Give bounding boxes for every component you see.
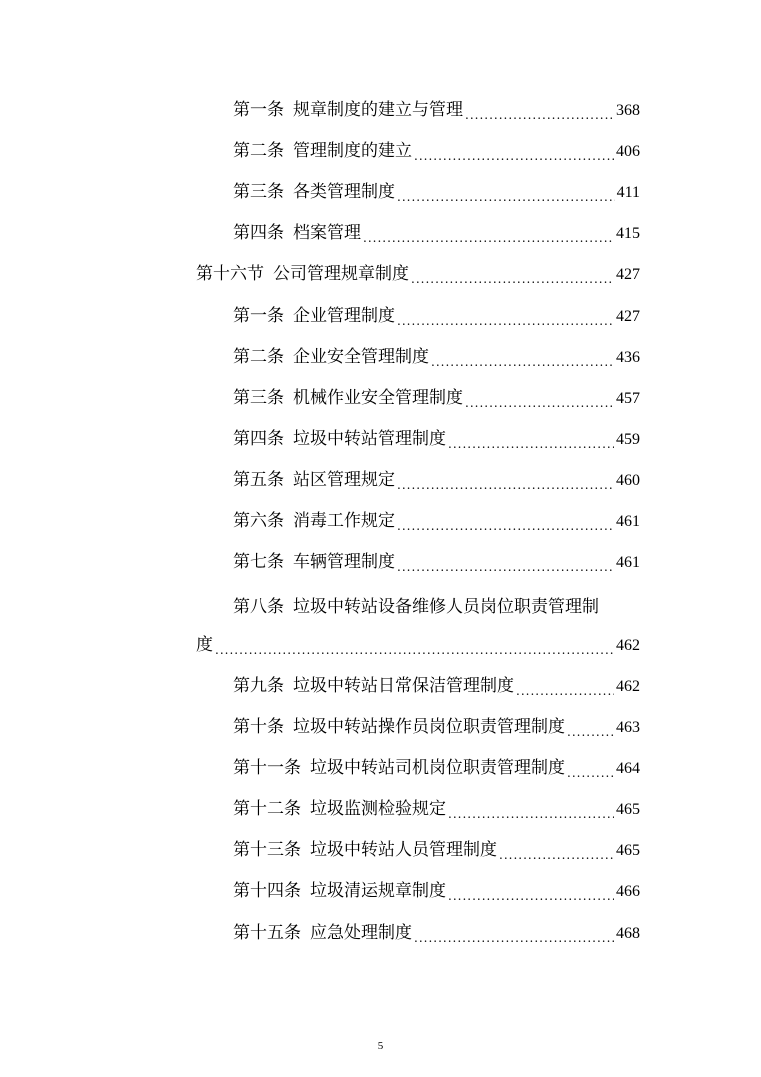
toc-entry[interactable] xyxy=(233,172,640,213)
dot-leader xyxy=(397,520,614,532)
toc-entry-page: 464 xyxy=(616,759,640,777)
toc-entry-title: 应急处理制度 xyxy=(310,923,412,943)
toc-entry-number: 第一条 xyxy=(233,100,284,120)
toc-entry-number: 第三条 xyxy=(233,182,284,202)
toc-entry-title: 消毒工作规定 xyxy=(293,511,395,531)
toc-entry-title: 管理制度的建立 xyxy=(293,141,412,161)
toc-entry[interactable] xyxy=(233,707,640,748)
toc-entry-title: 垃圾中转站管理制度 xyxy=(293,429,446,449)
toc-entry-title: 企业安全管理制度 xyxy=(293,347,429,367)
toc-entry-page: 436 xyxy=(616,348,640,366)
toc-entry-page: 415 xyxy=(616,224,640,242)
dot-leader xyxy=(397,561,614,573)
toc-entry-page: 461 xyxy=(616,553,640,571)
toc-entry-number: 第六条 xyxy=(233,511,284,531)
toc-entry[interactable] xyxy=(233,296,640,337)
toc-entry-page: 406 xyxy=(616,142,640,160)
toc-entry-title: 企业管理制度 xyxy=(293,306,395,326)
toc-entry[interactable] xyxy=(233,501,640,542)
dot-leader xyxy=(465,397,614,409)
dot-leader xyxy=(411,273,614,285)
toc-entry-title: 各类管理制度 xyxy=(293,182,395,202)
toc-section-entry[interactable] xyxy=(196,254,640,295)
toc-entry-page: 462 xyxy=(616,677,640,695)
toc-entry-title: 垃圾监测检验规定 xyxy=(310,799,446,819)
toc-entry-page: 465 xyxy=(616,800,640,818)
toc-entry-number: 第二条 xyxy=(233,141,284,161)
toc-entry[interactable] xyxy=(233,460,640,501)
toc-entry-title: 车辆管理制度 xyxy=(293,552,395,572)
toc-entry-page: 368 xyxy=(616,101,640,119)
toc-entry-number: 第二条 xyxy=(233,347,284,367)
toc-entry-title: 规章制度的建立与管理 xyxy=(293,100,463,120)
toc-entry-page: 463 xyxy=(616,718,640,736)
dot-leader xyxy=(567,726,614,738)
dot-leader xyxy=(499,849,614,861)
toc-entry-number: 第四条 xyxy=(233,429,284,449)
toc-entry-page: 411 xyxy=(616,183,640,201)
toc-entry-number: 第八条 xyxy=(233,597,284,617)
toc-entry[interactable] xyxy=(233,90,640,131)
toc-entry-page: 468 xyxy=(616,924,640,942)
toc-entry-number: 第十三条 xyxy=(233,840,301,860)
toc-entry[interactable] xyxy=(233,378,640,419)
toc-entry-page: 460 xyxy=(616,471,640,489)
dot-leader xyxy=(431,356,614,368)
toc-entry[interactable] xyxy=(233,789,640,830)
toc-entry-title: 档案管理 xyxy=(293,223,361,243)
dot-leader xyxy=(414,150,614,162)
toc-entry[interactable] xyxy=(233,213,640,254)
dot-leader xyxy=(215,644,614,656)
toc-entry-title: 垃圾中转站司机岗位职责管理制度 xyxy=(310,758,565,778)
toc-entry-page: 465 xyxy=(616,841,640,859)
toc-entry-number: 第十一条 xyxy=(233,758,301,778)
toc-entry-page: 427 xyxy=(616,307,640,325)
toc-entry-title: 垃圾清运规章制度 xyxy=(310,881,446,901)
toc-entry-number: 第十二条 xyxy=(233,799,301,819)
toc-entry-number: 第一条 xyxy=(233,306,284,326)
toc-entry-title: 垃圾中转站操作员岗位职责管理制度 xyxy=(293,717,565,737)
toc-entry-page: 466 xyxy=(616,882,640,900)
toc-entry[interactable] xyxy=(233,419,640,460)
dot-leader xyxy=(448,890,614,902)
toc-entry-page: 462 xyxy=(616,636,640,654)
dot-leader xyxy=(516,685,614,697)
toc-entry-number: 第三条 xyxy=(233,388,284,408)
dot-leader xyxy=(397,315,614,327)
toc-entry-number: 第十四条 xyxy=(233,881,301,901)
toc-entry-number: 第四条 xyxy=(233,223,284,243)
dot-leader xyxy=(397,479,614,491)
page-number: 5 xyxy=(377,1040,384,1052)
toc-entry[interactable] xyxy=(233,871,640,912)
toc-entry-title: 垃圾中转站人员管理制度 xyxy=(310,840,497,860)
toc-entry[interactable] xyxy=(233,337,640,378)
toc-entry-page: 457 xyxy=(616,389,640,407)
toc-entry-page: 459 xyxy=(616,430,640,448)
dot-leader xyxy=(414,932,614,944)
dot-leader xyxy=(465,109,614,121)
toc-section-title: 公司管理规章制度 xyxy=(273,264,409,284)
toc-entry-title-continuation: 度 xyxy=(196,635,213,655)
toc-entry[interactable] xyxy=(233,666,640,707)
toc-entry-number: 第九条 xyxy=(233,676,284,696)
toc-entry-title: 垃圾中转站设备维修人员岗位职责管理制 xyxy=(293,597,599,617)
toc-entry-number: 第五条 xyxy=(233,470,284,490)
toc-entry[interactable] xyxy=(233,542,640,583)
toc-entry[interactable] xyxy=(233,913,640,954)
toc-section-number: 第十六节 xyxy=(196,264,264,284)
dot-leader xyxy=(567,767,614,779)
toc-entry-number: 第十条 xyxy=(233,717,284,737)
dot-leader xyxy=(448,438,614,450)
toc-entry-title: 站区管理规定 xyxy=(293,470,395,490)
dot-leader xyxy=(363,232,614,244)
toc-entry-number: 第七条 xyxy=(233,552,284,572)
toc-entry-wrapped-second-line[interactable] xyxy=(196,625,640,666)
dot-leader xyxy=(397,191,615,203)
toc-entry[interactable] xyxy=(233,830,640,871)
toc-entry-title: 机械作业安全管理制度 xyxy=(293,388,463,408)
toc-entry-title: 垃圾中转站日常保洁管理制度 xyxy=(293,676,514,696)
toc-entry-wrapped-first-line[interactable] xyxy=(233,584,640,625)
toc-entry[interactable] xyxy=(233,748,640,789)
toc-entry[interactable] xyxy=(233,131,640,172)
toc-entry-page: 461 xyxy=(616,512,640,530)
dot-leader xyxy=(448,808,614,820)
toc-entry-number: 第十五条 xyxy=(233,923,301,943)
toc-entry-page: 427 xyxy=(616,265,640,283)
